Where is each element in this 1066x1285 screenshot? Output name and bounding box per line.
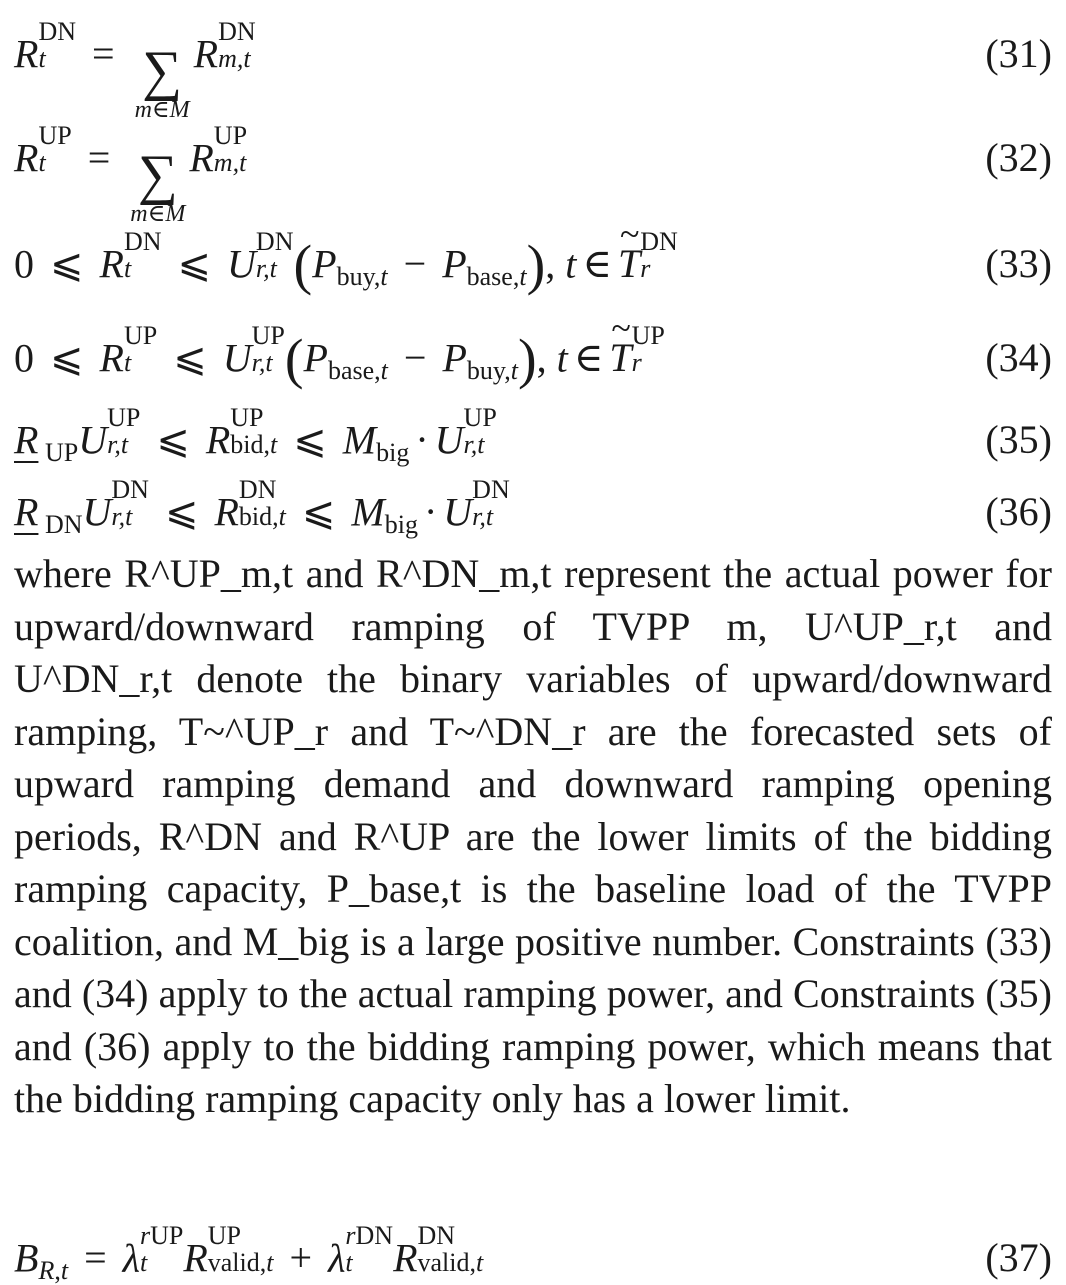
- equation-34-number: (34): [985, 335, 1052, 381]
- equation-33-number: (33): [985, 241, 1052, 287]
- equation-32-number: (32): [985, 135, 1052, 181]
- equation-32: [14, 122, 1052, 226]
- equation-31: [14, 18, 1052, 122]
- equation-31-number: (31): [985, 31, 1052, 77]
- equation-36-body: R DNU DN r,t ⩽ R DN bid,t ⩽ Mbig · U DN r,t: [14, 475, 510, 540]
- body-paragraph-text: where R^UP_m,t and R^DN_m,t represent the actual power for upward/downward ramping of TVPP m, U^UP_r,t and U^DN_r,t denote the binary variables of upward/downward ramping, T~^UP_r and T~^DN_r are the forecasted sets of upward ramping demand and downward ramping opening periods, R^DN and R^UP are the lower limits of the bidding ramping capacity, P_base,t is the baseline load of the TVPP coalition, and M_big is a large positive number. Constraints (33) and (34) apply to the actual ramping power, and Constraints (35) and (36) apply to the bidding ramping power, which means that the bidding ramping capacity only has a lower limit.: [14, 551, 1052, 1121]
- equation-34: [14, 321, 1052, 391]
- equation-33: [14, 227, 1052, 297]
- equation-35-body: R UPU UP r,t ⩽ R UP bid,t ⩽ Mbig · U UP r,t: [14, 403, 497, 468]
- equation-37-number: (37): [985, 1235, 1052, 1281]
- equation-33-body: 0 ⩽ R DN t ⩽ U DN r,t (Pbuy,t − Pbase,t), t ∈~ T DN r: [14, 228, 678, 293]
- equation-31-body: R DN t = ∑ m∈M R DN m,t: [14, 17, 256, 124]
- equation-32-body: R UP t = ∑ m∈M R UP m,t: [14, 121, 248, 228]
- equation-34-body: 0 ⩽ R UP t ⩽ U UP r,t (Pbase,t − Pbuy,t), t ∈~ T UP r: [14, 322, 665, 387]
- equation-35-number: (35): [985, 417, 1052, 463]
- equation-37: [14, 1222, 1052, 1284]
- body-paragraph: [14, 548, 1052, 1126]
- equation-36: [14, 476, 1052, 538]
- equation-35: [14, 404, 1052, 466]
- equation-37-body: BR,t = λ rUP t R UP valid,t + λ rDN t R DN valid,t: [14, 1221, 484, 1285]
- equation-36-number: (36): [985, 489, 1052, 535]
